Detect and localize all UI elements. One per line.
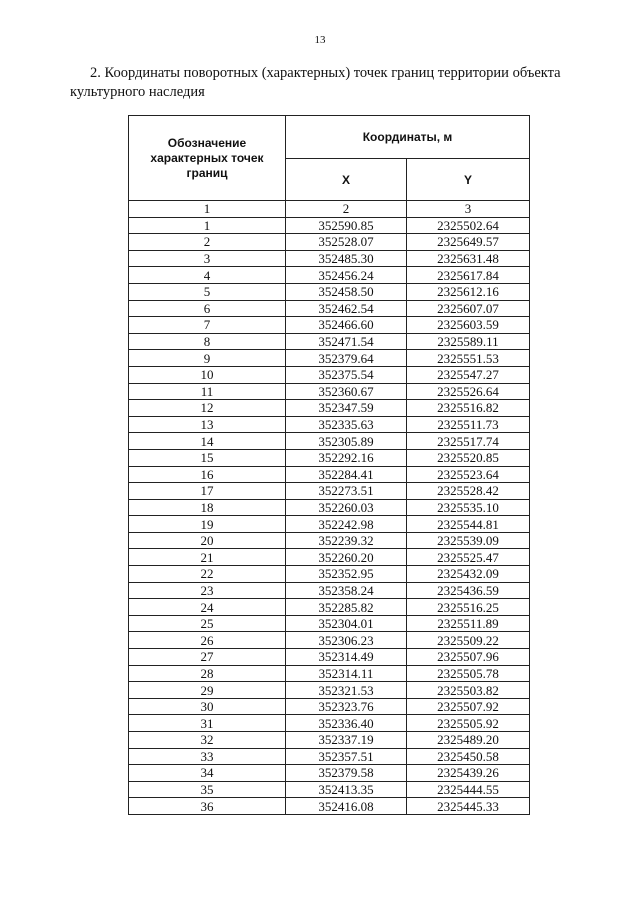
- section-heading-line-1: 2. Координаты поворотных (характерных) точек границ территории объекта: [90, 65, 561, 81]
- point-number-cell: 26: [129, 632, 286, 649]
- x-coordinate-cell: 352379.58: [286, 765, 407, 782]
- y-coordinate-cell: 2325505.92: [407, 715, 530, 732]
- table-row: [129, 366, 530, 383]
- point-number-cell: 33: [129, 748, 286, 765]
- column-numbering-row: [129, 201, 530, 218]
- point-number-cell: 19: [129, 516, 286, 533]
- table-row: [129, 250, 530, 267]
- table-row: [129, 649, 530, 666]
- point-number-cell: 31: [129, 715, 286, 732]
- x-coordinate-cell: 352360.67: [286, 383, 407, 400]
- point-number-cell: 21: [129, 549, 286, 566]
- y-coordinate-cell: 2325517.74: [407, 433, 530, 450]
- y-coordinate-cell: 2325526.64: [407, 383, 530, 400]
- table-row: [129, 698, 530, 715]
- point-number-cell: 3: [129, 250, 286, 267]
- point-number-cell: 2: [129, 234, 286, 251]
- y-coordinate-cell: 2325631.48: [407, 250, 530, 267]
- x-coordinate-cell: 352528.07: [286, 234, 407, 251]
- x-column-header: X: [286, 159, 407, 201]
- x-coordinate-cell: 352242.98: [286, 516, 407, 533]
- x-coordinate-cell: 352466.60: [286, 317, 407, 334]
- table-row: [129, 532, 530, 549]
- point-number-cell: 20: [129, 532, 286, 549]
- table-row: [129, 549, 530, 566]
- y-coordinate-cell: 2325617.84: [407, 267, 530, 284]
- x-coordinate-cell: 352260.20: [286, 549, 407, 566]
- y-coordinate-cell: 2325528.42: [407, 483, 530, 500]
- y-coordinate-cell: 2325489.20: [407, 732, 530, 749]
- point-number-cell: 17: [129, 483, 286, 500]
- y-coordinate-cell: 2325511.89: [407, 615, 530, 632]
- table-row: [129, 665, 530, 682]
- x-coordinate-cell: 352347.59: [286, 400, 407, 417]
- table-row: [129, 566, 530, 583]
- x-coordinate-cell: 352306.23: [286, 632, 407, 649]
- y-coordinate-cell: 2325511.73: [407, 416, 530, 433]
- x-coordinate-cell: 352352.95: [286, 566, 407, 583]
- x-coordinate-cell: 352335.63: [286, 416, 407, 433]
- table-row: [129, 350, 530, 367]
- x-coordinate-cell: 352337.19: [286, 732, 407, 749]
- table-row: [129, 317, 530, 334]
- y-coordinate-cell: 2325589.11: [407, 333, 530, 350]
- point-number-cell: 11: [129, 383, 286, 400]
- y-coordinate-cell: 2325607.07: [407, 300, 530, 317]
- table-row: [129, 400, 530, 417]
- point-number-cell: 7: [129, 317, 286, 334]
- table-row: [129, 715, 530, 732]
- point-number-cell: 30: [129, 698, 286, 715]
- column-number: 3: [407, 201, 530, 218]
- column-number: 1: [129, 201, 286, 218]
- y-coordinate-cell: 2325516.25: [407, 599, 530, 616]
- point-number-cell: 24: [129, 599, 286, 616]
- table-row: [129, 267, 530, 284]
- section-heading-line-2: культурного наследия: [70, 84, 205, 100]
- x-coordinate-cell: 352413.35: [286, 781, 407, 798]
- x-coordinate-cell: 352239.32: [286, 532, 407, 549]
- table-row: [129, 466, 530, 483]
- x-coordinate-cell: 352323.76: [286, 698, 407, 715]
- y-coordinate-cell: 2325444.55: [407, 781, 530, 798]
- point-number-cell: 16: [129, 466, 286, 483]
- table-row: [129, 499, 530, 516]
- y-coordinate-cell: 2325503.82: [407, 682, 530, 699]
- point-number-cell: 14: [129, 433, 286, 450]
- point-number-cell: 10: [129, 366, 286, 383]
- table-row: [129, 732, 530, 749]
- table-row: [129, 283, 530, 300]
- table-row: [129, 748, 530, 765]
- x-coordinate-cell: 352304.01: [286, 615, 407, 632]
- table-row: [129, 333, 530, 350]
- y-coordinate-cell: 2325544.81: [407, 516, 530, 533]
- x-coordinate-cell: 352375.54: [286, 366, 407, 383]
- table-row: [129, 449, 530, 466]
- point-number-cell: 23: [129, 582, 286, 599]
- y-coordinate-cell: 2325445.33: [407, 798, 530, 815]
- table-row: [129, 383, 530, 400]
- point-number-cell: 6: [129, 300, 286, 317]
- y-coordinate-cell: 2325523.64: [407, 466, 530, 483]
- point-number-cell: 5: [129, 283, 286, 300]
- table-row: [129, 615, 530, 632]
- point-name-header: Обозначение характерных точек границ: [129, 116, 286, 201]
- x-coordinate-cell: 352485.30: [286, 250, 407, 267]
- page-number: 13: [314, 34, 326, 46]
- point-number-cell: 25: [129, 615, 286, 632]
- x-coordinate-cell: 352273.51: [286, 483, 407, 500]
- point-number-cell: 34: [129, 765, 286, 782]
- x-coordinate-cell: 352357.51: [286, 748, 407, 765]
- point-number-cell: 22: [129, 566, 286, 583]
- point-number-cell: 1: [129, 217, 286, 234]
- table-row: [129, 682, 530, 699]
- table-row: [129, 433, 530, 450]
- x-coordinate-cell: 352292.16: [286, 449, 407, 466]
- point-number-cell: 29: [129, 682, 286, 699]
- table-row: [129, 582, 530, 599]
- y-coordinate-cell: 2325436.59: [407, 582, 530, 599]
- y-coordinate-cell: 2325525.47: [407, 549, 530, 566]
- x-coordinate-cell: 352314.49: [286, 649, 407, 666]
- point-number-cell: 9: [129, 350, 286, 367]
- point-number-cell: 28: [129, 665, 286, 682]
- x-coordinate-cell: 352416.08: [286, 798, 407, 815]
- x-coordinate-cell: 352379.64: [286, 350, 407, 367]
- x-coordinate-cell: 352336.40: [286, 715, 407, 732]
- coordinates-group-header: Координаты, м: [286, 116, 530, 159]
- y-coordinate-cell: 2325450.58: [407, 748, 530, 765]
- y-coordinate-cell: 2325649.57: [407, 234, 530, 251]
- x-coordinate-cell: 352462.54: [286, 300, 407, 317]
- x-coordinate-cell: 352321.53: [286, 682, 407, 699]
- y-coordinate-cell: 2325502.64: [407, 217, 530, 234]
- table-row: [129, 781, 530, 798]
- y-coordinate-cell: 2325539.09: [407, 532, 530, 549]
- x-coordinate-cell: 352358.24: [286, 582, 407, 599]
- table-row: [129, 599, 530, 616]
- table-row: [129, 217, 530, 234]
- x-coordinate-cell: 352456.24: [286, 267, 407, 284]
- y-coordinate-cell: 2325432.09: [407, 566, 530, 583]
- y-coordinate-cell: 2325603.59: [407, 317, 530, 334]
- x-coordinate-cell: 352458.50: [286, 283, 407, 300]
- x-coordinate-cell: 352284.41: [286, 466, 407, 483]
- x-coordinate-cell: 352471.54: [286, 333, 407, 350]
- y-coordinate-cell: 2325520.85: [407, 449, 530, 466]
- point-number-cell: 27: [129, 649, 286, 666]
- y-coordinate-cell: 2325507.96: [407, 649, 530, 666]
- y-coordinate-cell: 2325535.10: [407, 499, 530, 516]
- point-number-cell: 15: [129, 449, 286, 466]
- table-row: [129, 300, 530, 317]
- point-number-cell: 13: [129, 416, 286, 433]
- point-number-cell: 36: [129, 798, 286, 815]
- point-number-cell: 12: [129, 400, 286, 417]
- table-row: [129, 798, 530, 815]
- x-coordinate-cell: 352260.03: [286, 499, 407, 516]
- y-coordinate-cell: 2325612.16: [407, 283, 530, 300]
- table-row: [129, 516, 530, 533]
- point-number-cell: 35: [129, 781, 286, 798]
- y-coordinate-cell: 2325439.26: [407, 765, 530, 782]
- section-heading: [70, 64, 606, 102]
- y-coordinate-cell: 2325547.27: [407, 366, 530, 383]
- x-coordinate-cell: 352305.89: [286, 433, 407, 450]
- coordinates-table: [128, 115, 530, 815]
- y-coordinate-cell: 2325507.92: [407, 698, 530, 715]
- x-coordinate-cell: 352314.11: [286, 665, 407, 682]
- y-coordinate-cell: 2325551.53: [407, 350, 530, 367]
- point-number-cell: 32: [129, 732, 286, 749]
- y-coordinate-cell: 2325516.82: [407, 400, 530, 417]
- point-number-cell: 18: [129, 499, 286, 516]
- y-coordinate-cell: 2325509.22: [407, 632, 530, 649]
- table-row: [129, 483, 530, 500]
- y-column-header: Y: [407, 159, 530, 201]
- table-row: [129, 416, 530, 433]
- point-number-cell: 4: [129, 267, 286, 284]
- point-number-cell: 8: [129, 333, 286, 350]
- column-number: 2: [286, 201, 407, 218]
- table-row: [129, 234, 530, 251]
- x-coordinate-cell: 352285.82: [286, 599, 407, 616]
- y-coordinate-cell: 2325505.78: [407, 665, 530, 682]
- table-row: [129, 632, 530, 649]
- table-row: [129, 765, 530, 782]
- x-coordinate-cell: 352590.85: [286, 217, 407, 234]
- coordinates-table-body: [129, 201, 530, 815]
